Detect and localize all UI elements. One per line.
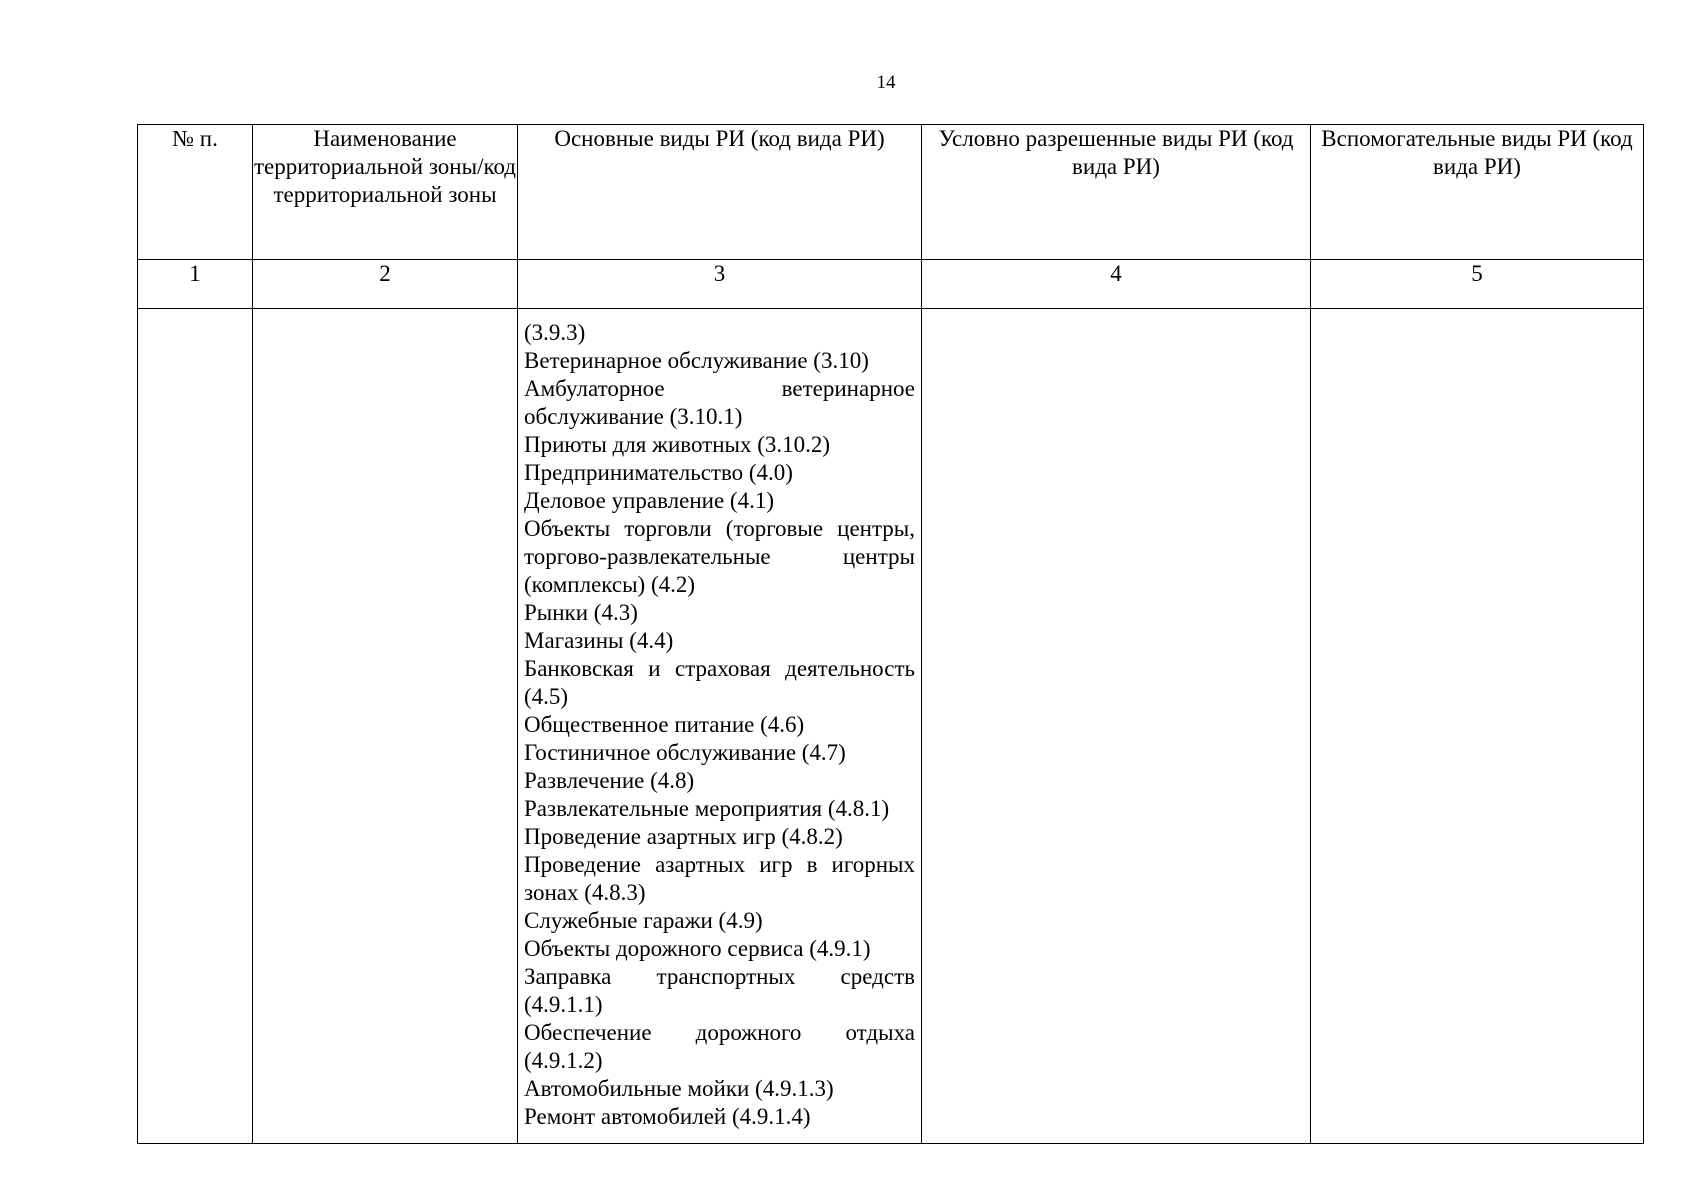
conditional-types-cell xyxy=(922,309,1311,1144)
list-item: Служебные гаражи (4.9) xyxy=(524,908,763,933)
list-item: Гостиничное обслуживание (4.7) xyxy=(524,740,846,765)
list-item: Обеспечение дорожного отдыха (4.9.1.2) xyxy=(524,1020,915,1073)
list-item: Развлекательные мероприятия (4.8.1) xyxy=(524,796,890,821)
list-item: Объекты торговли (торговые центры, торгово-развлекательные центры (комплексы) (4.2) xyxy=(524,516,915,597)
main-types-list xyxy=(518,309,921,1137)
list-item: Рынки (4.3) xyxy=(524,600,638,625)
list-item: Приюты для животных (3.10.2) xyxy=(524,432,831,457)
column-number-1: 1 xyxy=(138,260,253,309)
zone-name-cell xyxy=(253,309,518,1144)
page-number: 14 xyxy=(876,72,896,93)
list-item: Проведение азартных игр (4.8.2) xyxy=(524,824,843,849)
list-item: Общественное питание (4.6) xyxy=(524,712,805,737)
list-item: Ремонт автомобилей (4.9.1.4) xyxy=(524,1104,811,1129)
table-row xyxy=(138,309,1644,1144)
header-number: № п. xyxy=(138,125,253,260)
list-item: Ветеринарное обслуживание (3.10) xyxy=(524,348,869,373)
header-conditional-types: Условно разрешенные виды РИ (код вида РИ) xyxy=(922,125,1311,260)
zones-table xyxy=(137,124,1644,1144)
column-number-4: 4 xyxy=(922,260,1311,309)
list-item: Развлечение (4.8) xyxy=(524,768,695,793)
column-number-3: 3 xyxy=(518,260,922,309)
list-item: Деловое управление (4.1) xyxy=(524,488,775,513)
column-number-2: 2 xyxy=(253,260,518,309)
list-item: Объекты дорожного сервиса (4.9.1) xyxy=(524,936,871,961)
list-item: Амбулаторное ветеринарное обслуживание (3.10.1) xyxy=(524,376,915,429)
header-main-types: Основные виды РИ (код вида РИ) xyxy=(518,125,922,260)
column-number-row xyxy=(138,260,1644,309)
list-item: Заправка транспортных средств (4.9.1.1) xyxy=(524,964,915,1017)
auxiliary-types-cell xyxy=(1311,309,1644,1144)
list-item: Магазины (4.4) xyxy=(524,628,674,653)
header-auxiliary-types: Вспомогательные виды РИ (код вида РИ) xyxy=(1311,125,1644,260)
list-item: (3.9.3) xyxy=(524,320,586,345)
header-zone-name: Наименование территориальной зоны/код территориальной зоны xyxy=(253,125,518,260)
row-number-cell xyxy=(138,309,253,1144)
list-item: Банковская и страховая деятельность (4.5) xyxy=(524,656,915,709)
list-item: Предпринимательство (4.0) xyxy=(524,460,793,485)
column-number-5: 5 xyxy=(1311,260,1644,309)
header-row xyxy=(138,125,1644,260)
list-item: Автомобильные мойки (4.9.1.3) xyxy=(524,1076,834,1101)
main-types-cell xyxy=(518,309,922,1144)
list-item: Проведение азартных игр в игорных зонах (4.8.3) xyxy=(524,852,915,905)
